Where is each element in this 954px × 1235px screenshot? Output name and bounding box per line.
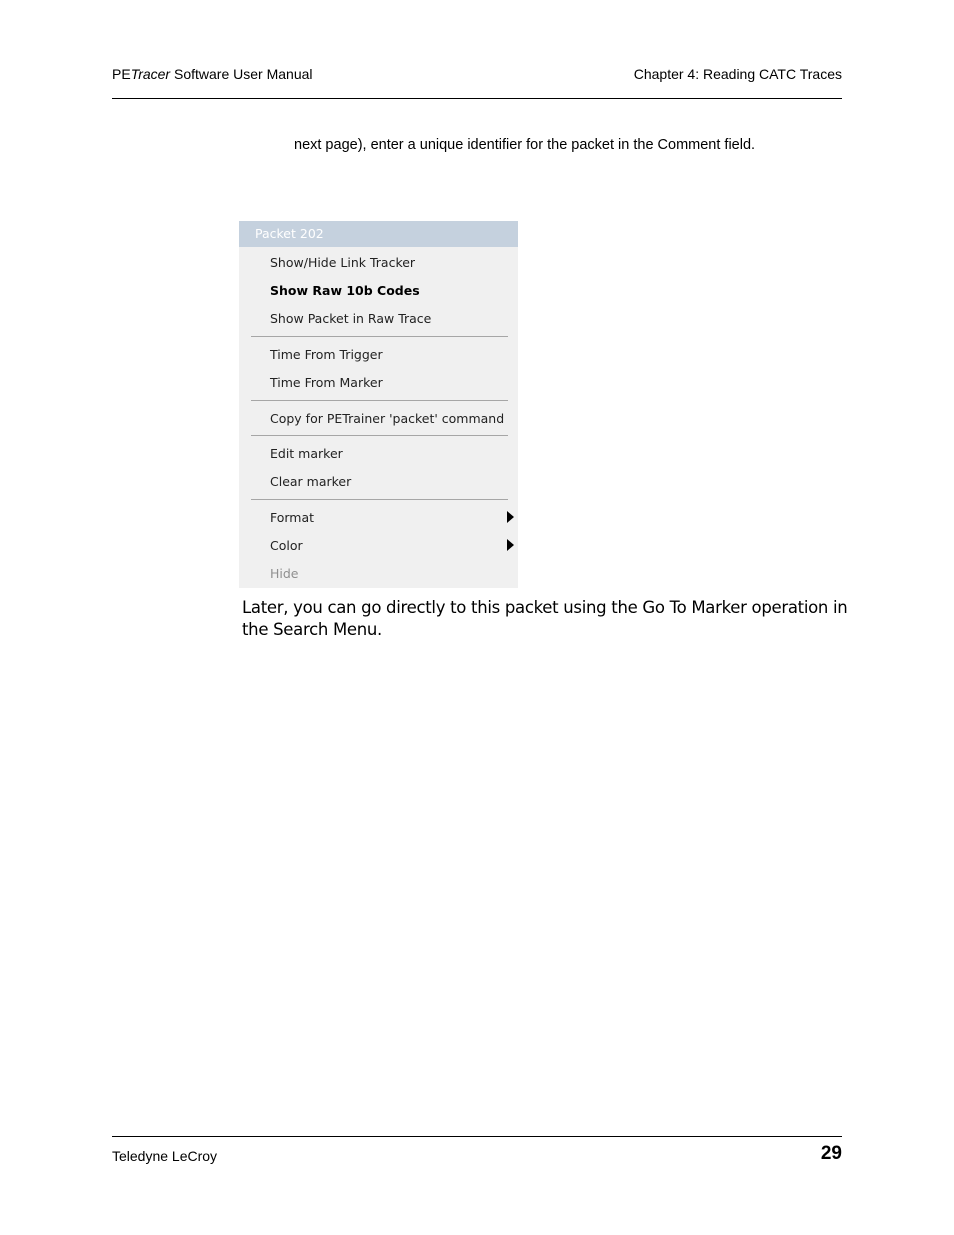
menu-item-edit-marker[interactable]: Edit marker bbox=[270, 446, 343, 461]
menu-separator bbox=[251, 435, 508, 436]
menu-item-show-packet-in-raw-trace[interactable]: Show Packet in Raw Trace bbox=[270, 311, 432, 326]
header-title-rest: Software User Manual bbox=[170, 66, 313, 82]
body-paragraph: Later, you can go directly to this packet using the Go To Marker operation in the Search Menu. bbox=[242, 598, 848, 639]
header-manual-title bbox=[112, 66, 313, 82]
page-number: 29 bbox=[820, 1143, 842, 1164]
header-product-italic: Tracer bbox=[130, 66, 171, 82]
menu-item-show-hide-link-tracker[interactable]: Show/Hide Link Tracker bbox=[270, 255, 416, 270]
menu-title: Packet 202 bbox=[239, 221, 518, 247]
menu-item-time-from-trigger[interactable]: Time From Trigger bbox=[270, 347, 383, 362]
menu-separator bbox=[251, 499, 508, 500]
footer-company: Teledyne LeCroy bbox=[112, 1148, 218, 1164]
menu-item-time-from-marker[interactable]: Time From Marker bbox=[270, 375, 383, 390]
footer-rule bbox=[112, 1136, 842, 1137]
menu-separator bbox=[251, 336, 508, 337]
packet-context-menu bbox=[239, 221, 518, 588]
submenu-arrow-icon bbox=[507, 539, 514, 551]
menu-item-hide: Hide bbox=[270, 566, 299, 581]
submenu-arrow-icon bbox=[507, 511, 514, 523]
header-chapter: Chapter 4: Reading CATC Traces bbox=[633, 66, 842, 82]
menu-item-show-raw-10b-codes[interactable]: Show Raw 10b Codes bbox=[270, 283, 420, 298]
menu-item-clear-marker[interactable]: Clear marker bbox=[270, 474, 352, 489]
menu-item-format[interactable]: Format bbox=[270, 510, 315, 525]
header-product-prefix: PE bbox=[112, 66, 131, 82]
menu-item-copy-for-petrainer[interactable]: Copy for PETrainer 'packet' command bbox=[270, 411, 505, 426]
menu-separator bbox=[251, 400, 508, 401]
menu-item-color[interactable]: Color bbox=[270, 538, 303, 553]
intro-text: next page), enter a unique identifier for the packet in the Comment field. bbox=[294, 137, 756, 153]
header-rule bbox=[112, 98, 842, 99]
